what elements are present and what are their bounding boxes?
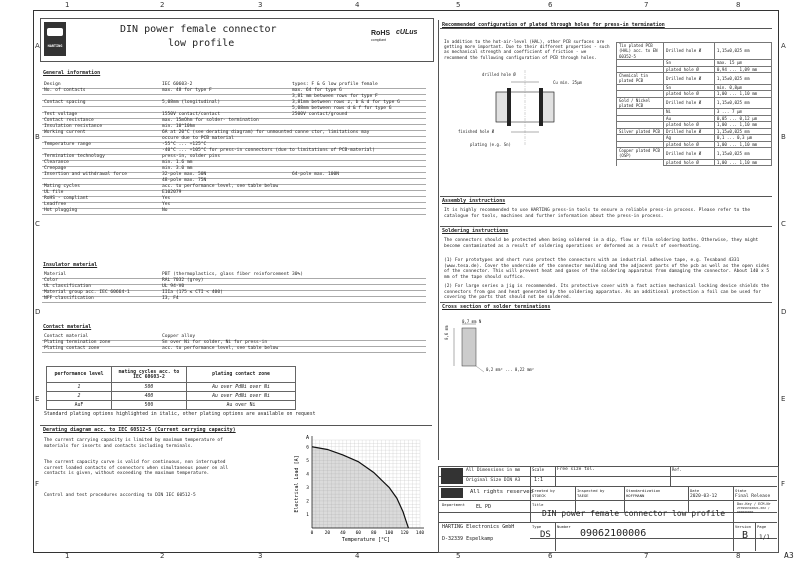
table-cell: Design <box>44 82 61 87</box>
title-line-1: DIN power female connector <box>120 24 277 35</box>
cross-title: Cross section of solder terminations <box>442 304 551 310</box>
x-tick-label: 140 <box>415 531 425 536</box>
table-cell: UL 94-V0 <box>162 284 185 289</box>
tb-company: HARTING Electronics GmbH <box>442 524 515 530</box>
grid-row-label: B <box>35 133 40 141</box>
grid-col-label: 4 <box>355 552 360 560</box>
tb-scale-value: 1:1 <box>534 477 544 483</box>
table-cell: Drilled hole Ø <box>664 97 715 109</box>
rohs-badge: RoHS <box>371 30 391 37</box>
grid-row-label: C <box>35 220 40 228</box>
table-cell: 3,81mm between rows z, b & d for type G <box>292 100 400 105</box>
x-axis-label: Temperature [°C] <box>341 537 391 543</box>
logo-text: HARTING <box>47 44 63 48</box>
tb-h5 <box>438 522 777 523</box>
table-cell: 32-pole max. 50N <box>162 172 207 177</box>
table-cell: Plating contact zone <box>44 346 100 351</box>
table-cell: 1,00 ... 1,10 mm <box>714 141 771 147</box>
table-cell: Clearance <box>44 160 69 165</box>
insulator-title: Insulator material <box>43 262 98 268</box>
tb-date-label: Date <box>690 488 700 493</box>
table-cell: 48-pole max. 75N <box>162 178 207 183</box>
table-cell: Creepage <box>44 166 67 171</box>
table-cell <box>617 159 664 165</box>
x-tick-label: 80 <box>371 531 377 536</box>
assembly-title: Assembly instructions <box>442 198 506 204</box>
y-tick-label: 1 <box>306 512 309 518</box>
perf-note: Standard plating options highlighted in italic, other plating options are available on request <box>44 412 316 417</box>
cross-label-area: 0,2 mm² ... 0,22 mm² <box>486 367 535 372</box>
tb-number-value: 09062100006 <box>580 528 647 539</box>
tb-harting-logo-2 <box>441 488 463 498</box>
grid-col-label: 5 <box>456 1 461 9</box>
tb-size-note: Original Size DIN A3 <box>466 478 521 483</box>
tb-v8 <box>555 522 556 551</box>
tb-dept-value: EL PD <box>476 504 492 510</box>
table-cell: UL classification <box>44 284 92 289</box>
tb-address: D-32339 Espelkamp <box>442 536 494 542</box>
table-cell: Contact resistance <box>44 118 94 123</box>
derating-title: Derating diagram acc. to IEC 60512-5 (Current carrying capacity) <box>43 427 236 433</box>
grid-col-label: 1 <box>65 552 70 560</box>
table-cell: Color <box>44 278 58 283</box>
table-cell: Test voltage <box>44 112 78 117</box>
cul-badge: cULus <box>396 29 418 36</box>
table-row <box>42 346 426 353</box>
table-cell: max. 64 for type G <box>292 88 342 93</box>
table-cell: 0,94 ... 1,09 mm <box>714 66 771 72</box>
perf-level: 1 <box>47 383 112 392</box>
perf-level: AuF <box>47 401 112 410</box>
table-cell: press-in, solder pins <box>162 154 221 159</box>
table-cell: Hot plugging <box>44 208 78 213</box>
solder-title: Soldering instructions <box>442 228 509 234</box>
solder-divider <box>440 226 772 227</box>
y-tick-label: 5 <box>306 458 309 464</box>
fig-label-plating: plating (e.g. Sn) <box>470 142 511 147</box>
table-cell: Silver plated PCB <box>617 128 664 134</box>
tb-page-value: 1/1 <box>759 534 770 541</box>
x-tick-label: 120 <box>400 531 409 536</box>
plating-table <box>616 42 772 166</box>
tb-harting-logo <box>441 468 463 484</box>
table-cell: Material <box>44 272 67 277</box>
table-cell: 1,00 ... 1,10 mm <box>714 159 771 165</box>
table-cell: 2500V contact/ground <box>292 112 348 117</box>
grid-row-label: B <box>781 133 786 141</box>
tb-dept-label: Department <box>442 502 465 507</box>
table-cell: Plating termination zone <box>44 340 111 345</box>
table-cell: Tin plated PCB (HAL) acc. to EN 60352-5 <box>617 43 664 60</box>
title-line-2: low profile <box>168 38 235 49</box>
table-cell: Drilled hole Ø <box>664 43 715 60</box>
contact-title: Contact material <box>43 324 92 330</box>
table-cell: 6A at 20°C (see derating diagram) for unmounted conne ctor, limitations may <box>162 130 370 135</box>
table-cell: 1,15±0,025 mm <box>714 73 771 85</box>
x-tick-label: 100 <box>385 531 394 536</box>
tb-state-label: State <box>735 488 747 493</box>
grid-col-label: 2 <box>160 552 165 560</box>
tb-v7 <box>733 486 734 551</box>
y-tick-label: 4 <box>306 472 309 478</box>
tb-std-value: HOFFMANN <box>626 493 645 498</box>
table-cell: min. 10^10hm <box>162 124 196 129</box>
table-cell: 1,00 ... 1,10 mm <box>714 91 771 97</box>
x-tick-label: 0 <box>310 531 314 536</box>
tb-inspected-value: TAEGE <box>577 493 589 498</box>
table-cell: Insertion and withdrawal force <box>44 172 127 177</box>
grid-row-label: E <box>35 395 40 403</box>
tb-type-value: DS <box>540 530 551 540</box>
sheet-size: A3 <box>784 551 794 560</box>
grid-row-label: C <box>781 220 786 228</box>
tb-std-label: Standardization <box>626 488 661 493</box>
table-cell: 1,15±0,025 mm <box>714 97 771 109</box>
perf-header-level: performance level <box>47 367 112 383</box>
table-cell: max. 15 μm <box>714 60 771 66</box>
derating-chart <box>290 432 430 544</box>
table-cell: RAL 7032 (grey) <box>162 278 204 283</box>
grid-col-label: 8 <box>736 1 741 9</box>
table-cell: No <box>162 208 168 213</box>
perf-header-plating: plating contact zone <box>187 367 296 383</box>
table-cell: I3, F4 <box>162 296 179 301</box>
table-cell: Yes <box>162 202 171 207</box>
harting-logo <box>44 22 66 56</box>
table-cell: No. of contacts <box>44 88 86 93</box>
table-cell: min. 3.0 mm <box>162 166 193 171</box>
tb-h2 <box>438 486 777 487</box>
table-cell: E102079 <box>162 190 182 195</box>
x-tick-label: 60 <box>355 531 361 536</box>
tb-created-value: STOECK <box>532 493 546 498</box>
table-cell: 3 ... 7 μm <box>714 109 771 115</box>
tb-number-label: Number <box>557 524 571 529</box>
table-cell: Leadfree <box>44 202 67 207</box>
grid-col-label: 2 <box>160 1 165 9</box>
tb-version-value: B <box>742 530 749 541</box>
table-cell: plated hole Ø <box>664 91 715 97</box>
table-cell: min. 1.6 mm <box>162 160 193 165</box>
cross-divider <box>440 302 772 303</box>
table-cell: Termination technology <box>44 154 105 159</box>
tb-dims-note: All Dimensions in mm <box>466 468 521 473</box>
grid-row-label: F <box>781 480 786 488</box>
table-cell: 1,15±0,025 mm <box>714 43 771 60</box>
grid-col-label: 6 <box>548 552 553 560</box>
table-cell: types: F & G low profile female <box>292 82 378 87</box>
table-cell: PBT (thermoplastics, glass fiber reinforcement 30%) <box>162 272 304 277</box>
table-cell: Contact material <box>44 334 89 339</box>
x-tick-label: 20 <box>324 531 331 536</box>
solder-para-2: (1) For prototypes and short runs protect the connectors with an industrial adhesive tape, e.g. Tesaband 4331 (www.tesa.de). Cover the underside of the connector moulding and the adjacent parts of the pcb as well as the open sides of the connector. This will prevent heat and gases of the soldering apparatus from damaging the connector. About 140 x 5 mm of the tape should suffice. <box>444 258 770 280</box>
tb-title-value: DIN power female connector low profile <box>542 509 726 518</box>
table-cell: RoHS - compliant <box>44 196 89 201</box>
table-row <box>617 73 772 85</box>
grid-col-label: 4 <box>355 1 360 9</box>
grid-col-label: 5 <box>456 552 461 560</box>
table-cell: Mating cycles <box>44 184 80 189</box>
table-row <box>617 159 772 165</box>
table-cell: plated hole Ø <box>664 66 715 72</box>
table-cell: 64-pole max. 100N <box>292 172 340 177</box>
table-cell: 5,08mm between rows d & f for type G <box>292 106 392 111</box>
grid-col-label: 3 <box>258 1 263 9</box>
cross-label-depth: 0,6 mm <box>444 325 449 340</box>
y-unit-label: A <box>305 435 309 441</box>
fig-label-cu: Cu min. 25μm <box>553 80 582 85</box>
tb-type-label: Type <box>532 524 542 529</box>
perf-cycles: 500 <box>112 383 187 392</box>
table-cell: acc. to performance level, see table below <box>162 184 279 189</box>
tb-scale-label: Scale <box>532 467 545 472</box>
grid-col-label: 3 <box>258 552 263 560</box>
table-cell: Sn <box>664 60 715 66</box>
cross-label-width: 0,7 mm N <box>462 319 482 324</box>
table-row <box>617 147 772 159</box>
y-tick-label: 2 <box>306 499 309 505</box>
derating-divider <box>40 425 432 426</box>
table-cell: Chemical tin plated PCB <box>617 73 664 85</box>
table-row <box>617 43 772 60</box>
table-cell: Copper alloy <box>162 334 196 339</box>
grid-col-label: 7 <box>644 552 649 560</box>
perf-cycles: 500 <box>112 401 187 410</box>
tb-docid-label: Doc-Key / ECM-Nr <box>737 502 771 506</box>
tb-docid-value: ZYX999310021-002 / 000000000 <box>737 506 770 514</box>
fig-label-finished: finished hole Ø <box>458 129 495 134</box>
tb-rights: All rights reserved <box>470 489 533 495</box>
table-cell: 1,15±0,025 mm <box>714 147 771 159</box>
table-cell: UL file <box>44 190 64 195</box>
table-cell: plated hole Ø <box>664 141 715 147</box>
table-cell: Contact spacing <box>44 100 86 105</box>
tb-h6 <box>530 538 777 539</box>
table-cell: Material group acc. IEC 60664-1 <box>44 290 130 295</box>
perf-level: 2 <box>47 392 112 401</box>
table-cell: plated hole Ø <box>664 159 715 165</box>
table-cell: Drilled hole Ø <box>664 73 715 85</box>
table-cell: max. 15mOhm for solder- termination <box>162 118 259 123</box>
table-cell: 0,05 ... 0,12 μm <box>714 115 771 121</box>
table-row <box>42 208 426 215</box>
performance-table <box>46 366 296 410</box>
perf-header-cycles: mating cycles acc. to IEC 60603-2 <box>112 367 187 383</box>
table-cell: plated hole Ø <box>664 122 715 128</box>
derating-para-2: The current capacity curve is valid for continuous, non interrupted current loaded contacts of connectors when simultaneous power on all contacts is given, without exceeding the maximum temperature. <box>44 460 229 477</box>
general-info-title: General information <box>43 70 101 76</box>
table-cell: 1550V contact/contact <box>162 112 221 117</box>
tb-date-value: 2020-03-12 <box>690 494 718 499</box>
table-cell: max. 48 for type F <box>162 88 212 93</box>
grid-row-label: D <box>781 308 787 316</box>
table-cell: acc. to performance level, see table below <box>162 346 279 351</box>
table-cell: Ni <box>664 109 715 115</box>
derating-para-1: The current carrying capacity is limited by maximum temperature of materials for inserts and contacts including terminals. <box>44 438 223 449</box>
y-axis-label: Electrical Load [A] <box>294 455 300 513</box>
grid-row-label: A <box>35 42 40 50</box>
tb-state-value: Final Release <box>735 494 771 499</box>
tb-inspected-label: Inspected by <box>577 488 605 493</box>
table-cell: -40°C ... +105°C for press-in connectors (due to limitations of PCB-material) <box>162 148 375 153</box>
table-cell: 1,00 ... 1,10 mm <box>714 122 771 128</box>
table-row <box>617 128 772 134</box>
tb-h3 <box>438 500 777 501</box>
x-tick-label: 40 <box>340 531 346 536</box>
solder-para-1: The connectors should be protected when being soldered in a dip, flow or film soldering baths. Otherwise, they might become contaminated as a result of soldering operations or deformed as a result of overheating. <box>444 238 759 249</box>
table-cell: 1,15±0,025 mm <box>714 128 771 134</box>
y-tick-label: 3 <box>306 485 309 491</box>
tb-ref-label: Ref. <box>672 467 682 472</box>
table-row <box>42 296 426 303</box>
tb-created-label: Created by <box>532 488 555 493</box>
grid-col-label: 7 <box>644 1 649 9</box>
table-cell: IEC 60603-2 <box>162 82 193 87</box>
table-cell: 0,1 ... 0,3 μm <box>714 135 771 141</box>
tb-title-label: Title <box>532 502 544 507</box>
y-tick-label: 6 <box>306 445 309 451</box>
grid-row-label: D <box>35 308 41 316</box>
table-cell: Drilled hole Ø <box>664 128 715 134</box>
table-row <box>617 97 772 109</box>
tb-v9 <box>755 522 756 551</box>
tb-page-label: Page <box>757 524 767 529</box>
grid-row-label: F <box>35 480 40 488</box>
assembly-divider <box>440 196 772 197</box>
table-cell: Gold / Nickel plated PCB <box>617 97 664 109</box>
grid-col-label: 1 <box>65 1 70 9</box>
plating-para: In addition to the hot-air-level (HAL), other PCB surfaces are getting more important. Due to their different properties - such as mechanical strength and coefficient of friction - we recommend the following configuration of PCB through holes. <box>444 40 610 61</box>
center-divider <box>438 20 439 460</box>
perf-plating: Au over PdNi over Ni <box>187 392 296 401</box>
rohs-sub: compliant <box>371 38 386 42</box>
table-cell: Copper plated PCB (OSP) <box>617 147 664 159</box>
table-cell: 3,81 mm between rows for type F <box>292 94 378 99</box>
table-cell: min. 0,8μm <box>714 84 771 90</box>
grid-col-label: 6 <box>548 1 553 9</box>
table-cell: Yes <box>162 196 171 201</box>
grid-row-label: E <box>781 395 786 403</box>
tb-h1 <box>438 476 777 477</box>
solder-para-3: (2) For large series a jig is recommended. Its protective cover with a fast action mechanical locking device shields the connectors from gas and heat generated by the soldering apparatus. As an additional protection a foil can be used for covering the parts that should not be soldered. <box>444 284 770 301</box>
perf-plating: Au over PdNi over Ni <box>187 383 296 392</box>
perf-plating: Au over Ni <box>187 401 296 410</box>
table-cell: Sn over Ni for solder, Ni for press-in <box>162 340 268 345</box>
table-cell: Au <box>664 115 715 121</box>
table-cell: IIIa (175 ≤ CTI < 400) <box>162 290 223 295</box>
table-cell: -55°C ... +125°C <box>162 142 207 147</box>
tb-version-label: Version <box>735 524 752 529</box>
grid-col-label: 8 <box>736 552 741 560</box>
table-cell: Working current <box>44 130 86 135</box>
table-cell: occure due to PCB material <box>162 136 234 141</box>
table-cell: 5,08mm (longitudinal) <box>162 100 221 105</box>
perf-cycles: 400 <box>112 392 187 401</box>
table-cell: Ag <box>664 135 715 141</box>
assembly-para: It is highly recommended to use HARTING press-in tools to ensure a reliable press-in process. Please refer to the catalogue for tools, machines and further information about the press-in process. <box>444 208 751 219</box>
derating-para-3: Control and test procedures according to DIN IEC 60512-5 <box>44 493 196 498</box>
fig-label-drilled: drilled hole Ø <box>482 72 516 77</box>
table-cell: NFF classification <box>44 296 94 301</box>
table-cell: Drilled hole Ø <box>664 147 715 159</box>
plating-title-rule <box>440 28 772 29</box>
plating-title: Recommended configuration of plated through holes for press-in termination <box>442 22 665 28</box>
tb-free-size-label: Free size tol. <box>557 467 595 472</box>
table-cell: Insulation resistance <box>44 124 103 129</box>
table-cell: Sn <box>664 84 715 90</box>
grid-row-label: A <box>781 42 786 50</box>
table-cell: Temperature range <box>44 142 92 147</box>
